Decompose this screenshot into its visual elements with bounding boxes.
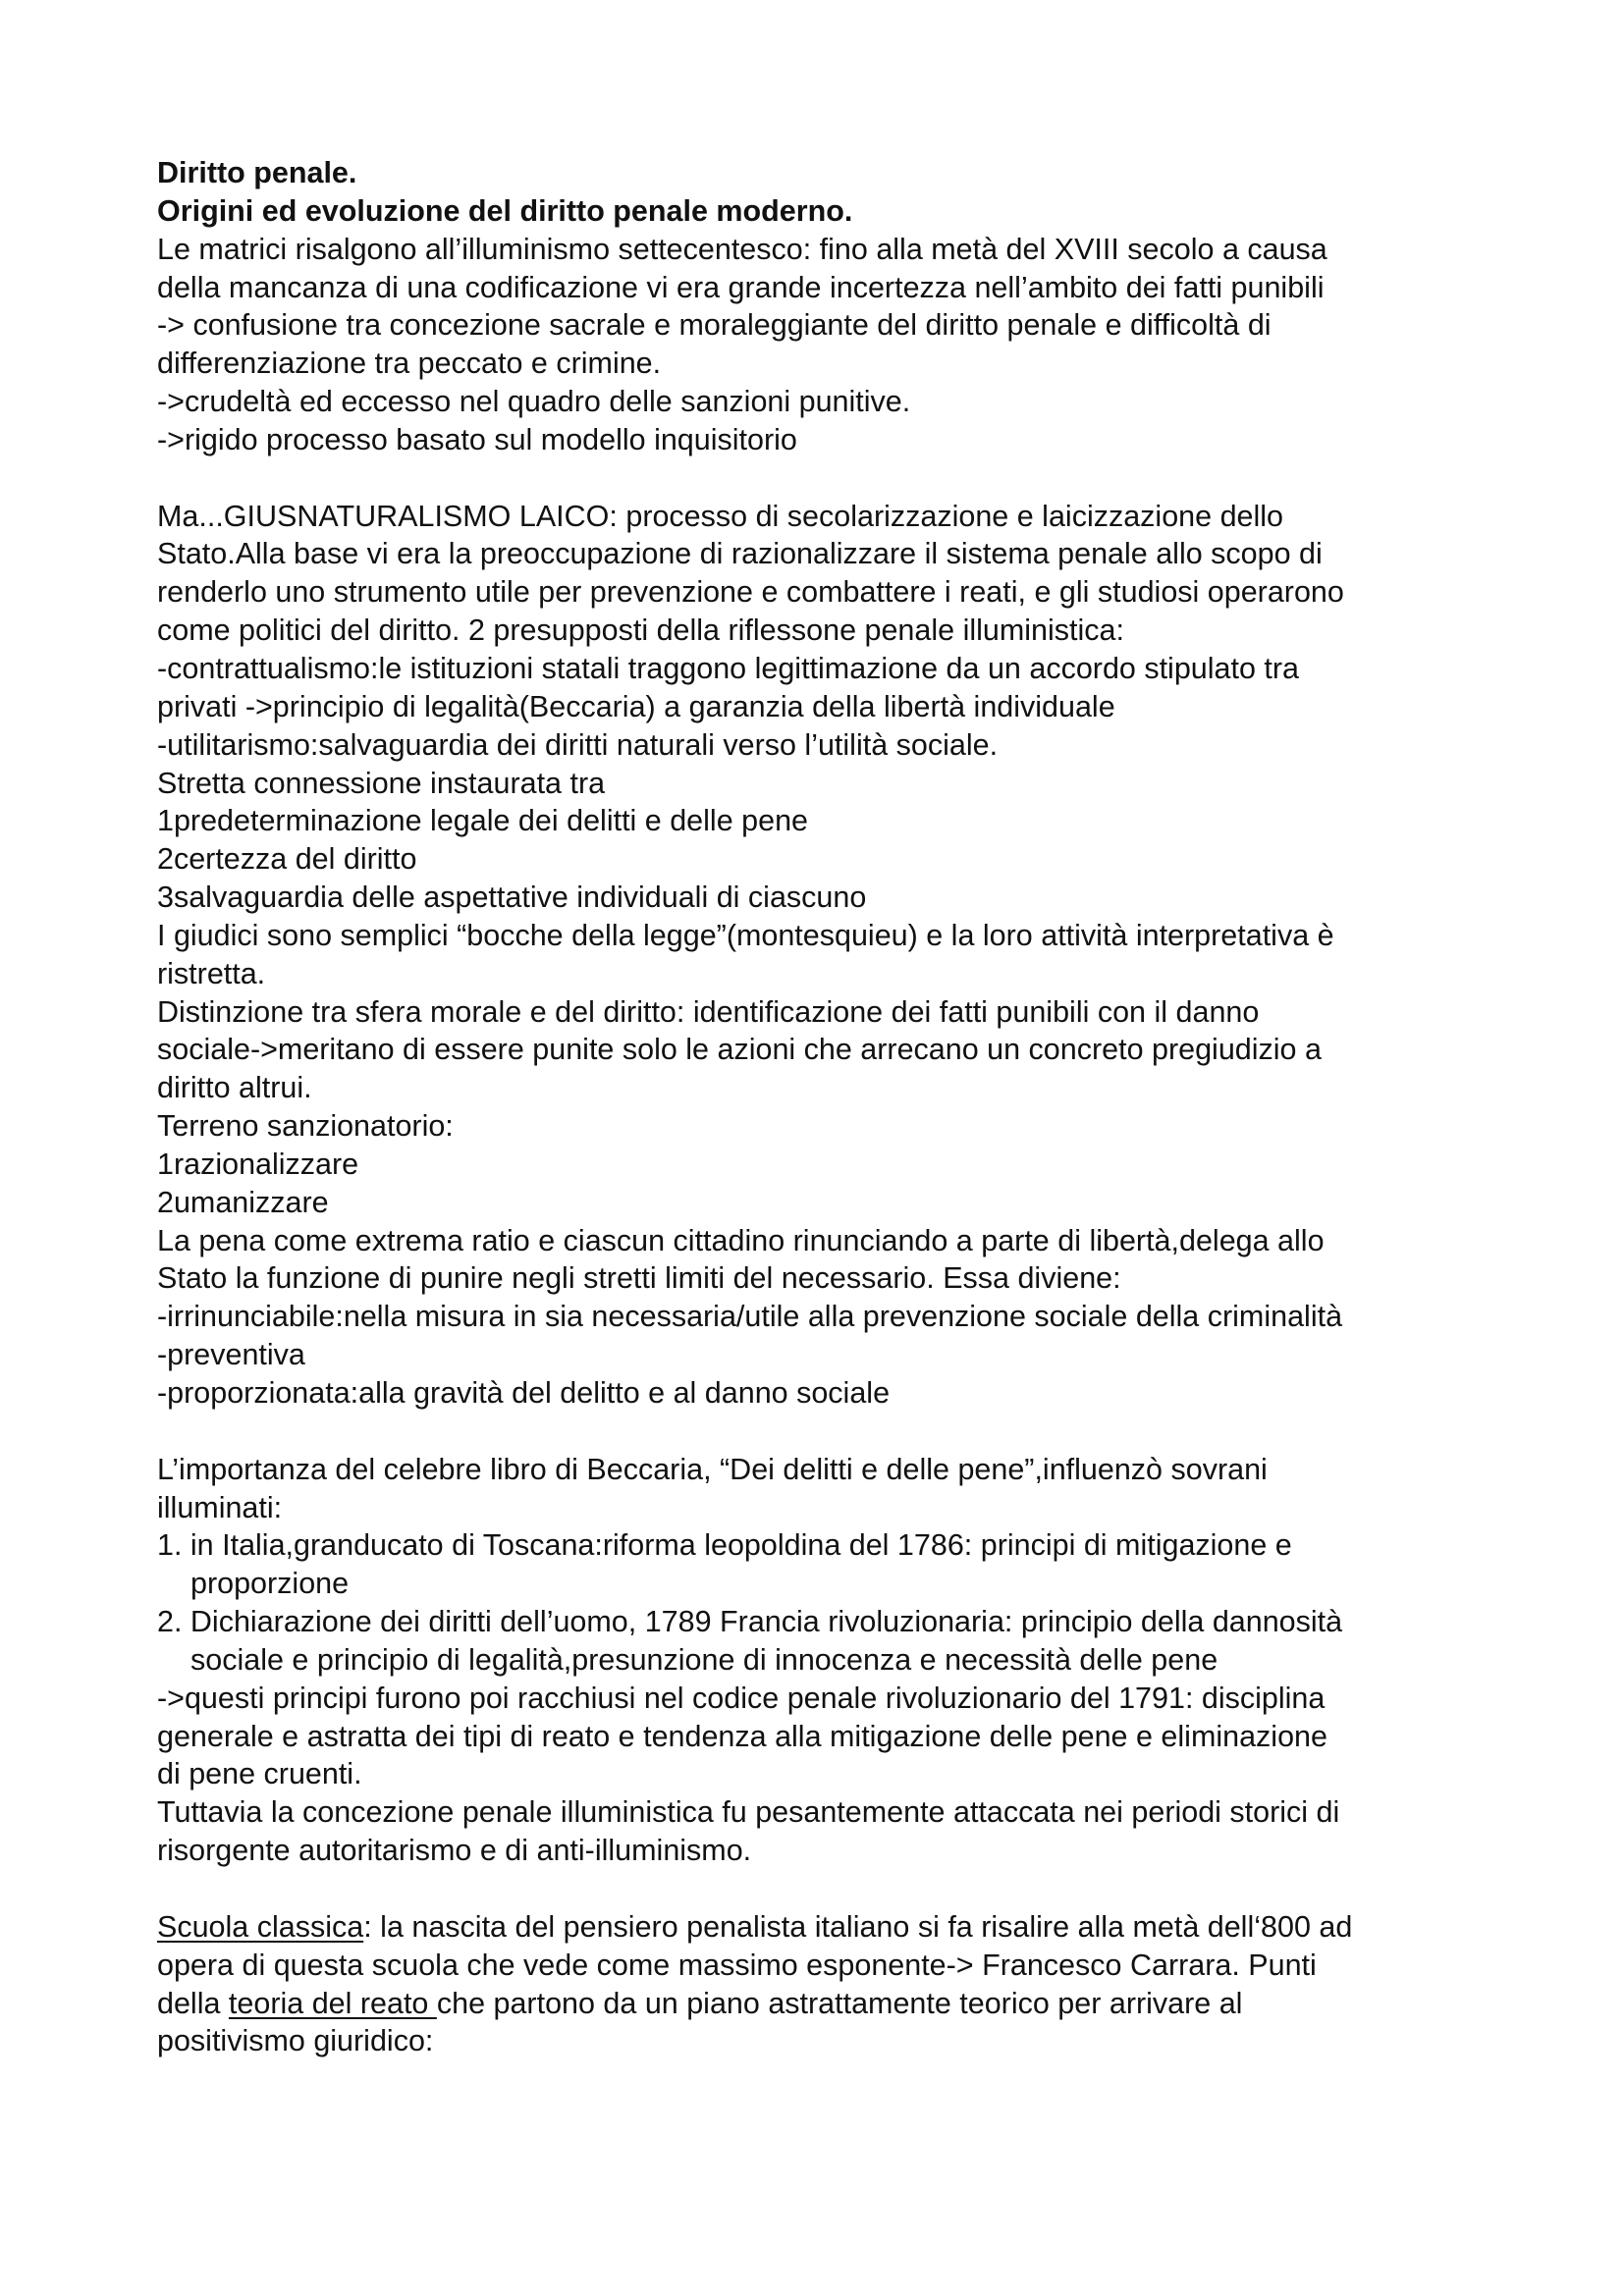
- text-line: [157, 1641, 1551, 1680]
- text-span: della mancanza di una codificazione vi era grande incertezza nell’ambito dei fatti punibili: [157, 270, 1325, 304]
- text-line: [157, 1451, 1551, 1489]
- text-span: -irrinunciabile:nella misura in sia necessaria/utile alla prevenzione sociale della criminalità: [157, 1300, 1343, 1334]
- text-line: [157, 1374, 1551, 1413]
- text-span: privati ->principio di legalità(Beccaria) a garanzia della libertà individuale: [157, 689, 1115, 723]
- text-line: [157, 498, 1551, 536]
- text-span: sociale->meritano di essere punite solo le azioni che arrecano un concreto pregiudizio a: [157, 1033, 1322, 1067]
- underlined-term: Scuola classica: [157, 1909, 364, 1944]
- text-span: 3salvaguardia delle aspettative individuali di ciascuno: [157, 881, 867, 915]
- text-line: [157, 1184, 1551, 1222]
- text-span: illuminati:: [157, 1490, 283, 1524]
- text-line: [157, 1336, 1551, 1374]
- text-line: [157, 765, 1551, 803]
- text-line: [157, 1985, 1551, 2023]
- text-line: [157, 231, 1551, 269]
- text-line: [157, 1793, 1551, 1832]
- text-span: Distinzione tra sfera morale e del diritto: identificazione dei fatti punibili con il danno: [157, 994, 1260, 1029]
- text-span: L’importanza del celebre libro di Beccaria, “Dei delitti e delle pene”,influenzò sovrani: [157, 1452, 1268, 1486]
- text-line: [157, 1146, 1551, 1184]
- text-line: [157, 269, 1551, 307]
- text-line: [157, 573, 1551, 612]
- heading-line: [157, 154, 1551, 192]
- text-span: Tuttavia la concezione penale illuministica fu pesantemente attaccata nei periodi storici di: [157, 1795, 1340, 1830]
- text-line: [157, 650, 1551, 688]
- text-line: [157, 1222, 1551, 1260]
- text-line: [157, 1565, 1551, 1603]
- text-span: -preventiva: [157, 1338, 305, 1372]
- text-line: [157, 1298, 1551, 1336]
- text-line: [157, 1947, 1551, 1985]
- text-span: 1. in Italia,granducato di Toscana:riforma leopoldina del 1786: principi di mitigazione e: [157, 1528, 1292, 1563]
- text-line: [157, 1755, 1551, 1793]
- text-span: generale e astratta dei tipi di reato e tendenza alla mitigazione delle pene e eliminazione: [157, 1719, 1327, 1753]
- text-line: [157, 1069, 1551, 1107]
- text-line: [157, 879, 1551, 917]
- text-span: proporzione: [190, 1567, 350, 1601]
- blank-line: [157, 459, 1551, 498]
- text-span: 2certezza del diritto: [157, 842, 417, 877]
- text-line: [157, 535, 1551, 573]
- text-line: [157, 1526, 1551, 1565]
- text-line: [157, 1259, 1551, 1298]
- text-span: sociale e principio di legalità,presunzione di innocenza e necessità delle pene: [190, 1642, 1218, 1677]
- underlined-term: teoria del reato: [228, 1986, 437, 2020]
- text-span: 1razionalizzare: [157, 1147, 359, 1181]
- text-span: Diritto penale.: [157, 156, 357, 189]
- text-line: [157, 1908, 1551, 1947]
- text-line: [157, 1603, 1551, 1641]
- text-span: della: [157, 1986, 229, 2020]
- text-span: positivismo giuridico:: [157, 2024, 434, 2058]
- text-line: [157, 1718, 1551, 1756]
- text-span: Stato la funzione di punire negli stretti limiti del necessario. Essa diviene:: [157, 1261, 1121, 1296]
- text-span: -proporzionata:alla gravità del delitto e al danno sociale: [157, 1376, 891, 1410]
- text-line: [157, 726, 1551, 765]
- text-line: [157, 383, 1551, 421]
- text-line: [157, 306, 1551, 345]
- text-line: [157, 1832, 1551, 1870]
- text-span: Le matrici risalgono all’illuminismo settecentesco: fino alla metà del XVIII secolo a causa: [157, 232, 1327, 266]
- text-span: ->questi principi furono poi racchiusi nel codice penale rivoluzionario del 1791: disciplina: [157, 1681, 1326, 1715]
- text-span: differenziazione tra peccato e crimine.: [157, 347, 662, 381]
- text-span: renderlo uno strumento utile per prevenzione e combattere i reati, e gli studiosi operarono: [157, 575, 1344, 610]
- text-span: 1predeterminazione legale dei delitti e delle pene: [157, 804, 808, 838]
- text-span: 2umanizzare: [157, 1185, 329, 1219]
- text-span: che partono da un piano astrattamente teorico per arrivare al: [436, 1986, 1243, 2020]
- text-span: -utilitarismo:salvaguardia dei diritti naturali verso l’utilità sociale.: [157, 727, 999, 762]
- text-span: diritto altrui.: [157, 1071, 312, 1105]
- text-line: [157, 917, 1551, 955]
- text-line: [157, 1680, 1551, 1718]
- text-line: [157, 1031, 1551, 1069]
- text-line: [157, 1107, 1551, 1146]
- text-line: [157, 2022, 1551, 2060]
- text-span: Terreno sanzionatorio:: [157, 1109, 454, 1144]
- text-span: risorgente autoritarismo e di anti-illuminismo.: [157, 1834, 752, 1868]
- text-line: [157, 345, 1551, 383]
- text-span: La pena come extrema ratio e ciascun cittadino rinunciando a parte di libertà,delega allo: [157, 1223, 1325, 1257]
- text-line: [157, 802, 1551, 840]
- text-line: [157, 840, 1551, 879]
- text-span: 2. Dichiarazione dei diritti dell’uomo, 1789 Francia rivoluzionaria: principio della dannosità: [157, 1605, 1343, 1639]
- text-span: Ma...GIUSNATURALISMO LAICO: processo di secolarizzazione e laicizzazione dello: [157, 499, 1284, 533]
- text-line: [157, 955, 1551, 993]
- text-span: Stato.Alla base vi era la preoccupazione di razionalizzare il sistema penale allo scopo di: [157, 537, 1323, 571]
- text-span: : la nascita del pensiero penalista italiano si fa risalire alla metà dell‘800 ad: [363, 1909, 1353, 1944]
- text-line: [157, 993, 1551, 1032]
- blank-line: [157, 1870, 1551, 1908]
- text-line: [157, 688, 1551, 726]
- text-span: di pene cruenti.: [157, 1757, 362, 1791]
- text-span: opera di questa scuola che vede come massimo esponente-> Francesco Carrara. Punti: [157, 1948, 1317, 1982]
- document-page: [157, 154, 1551, 2060]
- text-line: [157, 1489, 1551, 1527]
- text-line: [157, 421, 1551, 459]
- heading-line: [157, 192, 1551, 231]
- text-span: Origini ed evoluzione del diritto penale moderno.: [157, 193, 853, 228]
- text-span: -> confusione tra concezione sacrale e moraleggiante del diritto penale e difficoltà di: [157, 308, 1272, 343]
- text-span: I giudici sono semplici “bocche della legge”(montesquieu) e la loro attività interpretativa è: [157, 918, 1334, 952]
- text-span: ristretta.: [157, 956, 266, 990]
- text-span: Stretta connessione instaurata tra: [157, 766, 606, 800]
- blank-line: [157, 1413, 1551, 1451]
- text-span: ->crudeltà ed eccesso nel quadro delle sanzioni punitive.: [157, 385, 911, 419]
- text-span: -contrattualismo:le istituzioni statali traggono legittimazione da un accordo stipulato tra: [157, 651, 1300, 685]
- text-line: [157, 612, 1551, 650]
- text-span: ->rigido processo basato sul modello inquisitorio: [157, 422, 797, 456]
- text-span: come politici del diritto. 2 presupposti della riflessone penale illuministica:: [157, 614, 1124, 648]
